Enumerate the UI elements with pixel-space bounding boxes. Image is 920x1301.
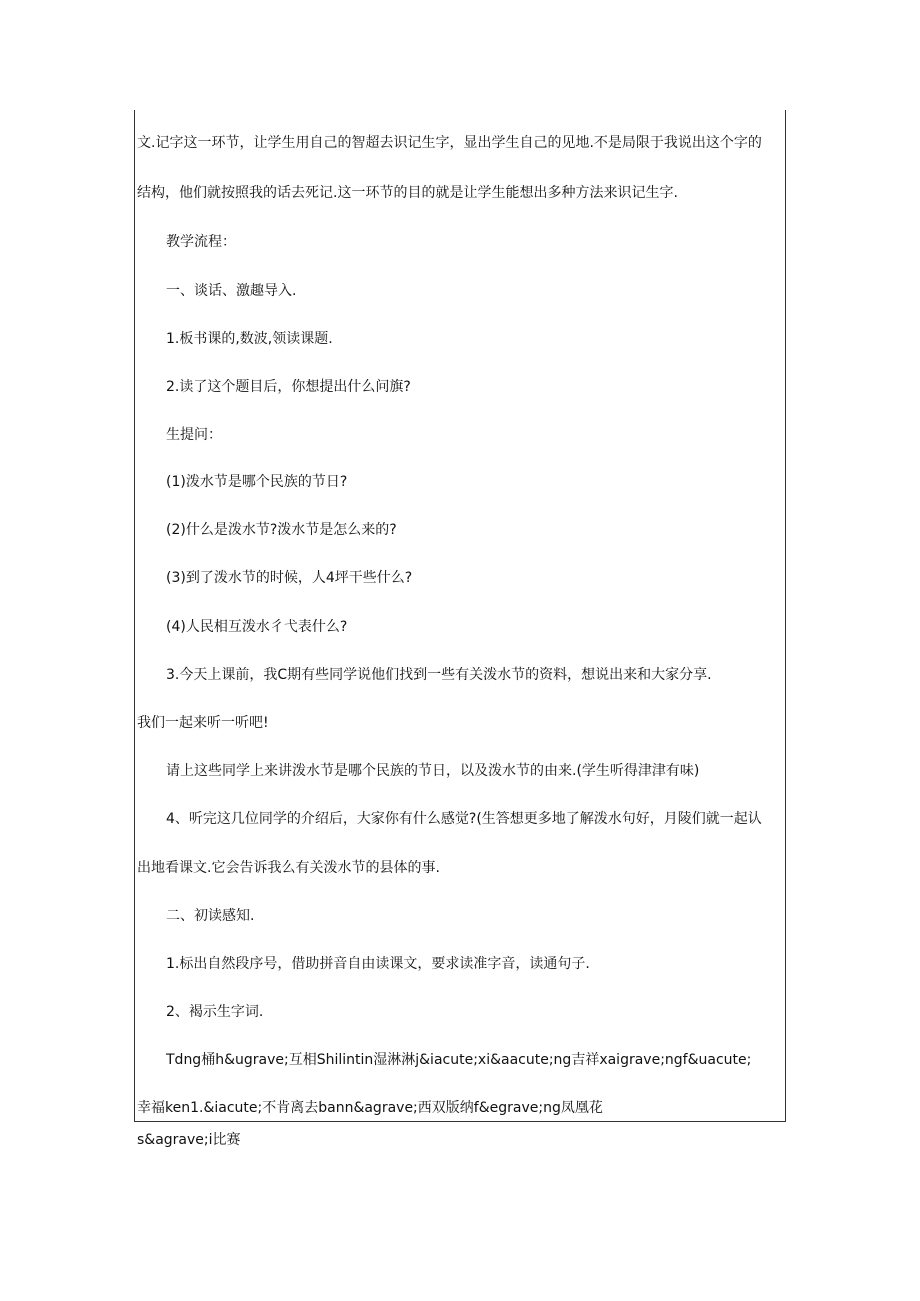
paragraph-line: 请上这些同学上来讲泼水节是哪个民族的节日，以及泼水节的由来.(学生听得津津有味)	[166, 763, 700, 779]
paragraph-line: 出地看课文.它会告诉我么有关泼水节的县体的事.	[137, 860, 440, 876]
paragraph-line: 2、褐示生字词.	[166, 1004, 264, 1020]
section-heading: 二、初读感知.	[166, 908, 255, 924]
paragraph-line: 3.今天上课前，我C期有些同学说他们找到一些有关泼水节的资料，想说出来和大家分享.	[166, 667, 712, 683]
paragraph-line: 1.板书课的,数波,领读课题.	[166, 331, 333, 347]
paragraph-line: 2.读了这个题目后，你想提出什么问旗?	[166, 379, 411, 395]
paragraph-line: 文.记字这一环节，让学生用自己的智超去识记生字，显出学生自己的见地.不是局限于我说出这个字的	[137, 135, 762, 151]
vocabulary-line: Tdng桶h&ugrave;互相Shilintin湿淋淋j&iacute;xi&aacute;ng吉祥xaigrave;ngf&uacute;	[166, 1052, 752, 1068]
question-item: (1)泼水节是哪个民族的节日?	[166, 474, 348, 490]
question-item: (3)到了泼水节的时候，人4坪干些什么?	[166, 570, 413, 586]
paragraph-line: 4、听完这几位同学的介绍后，大家你有什么感觉?(生答想更多地了解泼水句好，月陵们就一起认	[166, 811, 762, 827]
question-item: (4)人民相互泼水彳弋表什么?	[166, 619, 348, 635]
section-heading: 一、谈话、激趣导入.	[166, 283, 297, 299]
section-label: 教学流程：	[166, 234, 236, 250]
vocabulary-line: 幸福ken1.&iacute;不肯离去bann&agrave;西双版纳f&egrave;ng凤凰花	[137, 1100, 603, 1116]
paragraph-line: 我们一起来听一听吧!	[137, 715, 269, 731]
paragraph-line: 1.标出自然段序号，借助拼音自由读课文，要求读准字音，读通句子.	[166, 956, 590, 972]
question-item: (2)什么是泼水节?泼水节是怎么来的?	[166, 522, 397, 538]
paragraph-line: 结构，他们就按照我的话去死记.这一环节的目的就是让学生能想出多种方法来识记生字.	[137, 185, 678, 201]
vocabulary-line: s&agrave;i比赛	[137, 1132, 241, 1148]
paragraph-line: 生提问：	[166, 427, 222, 443]
